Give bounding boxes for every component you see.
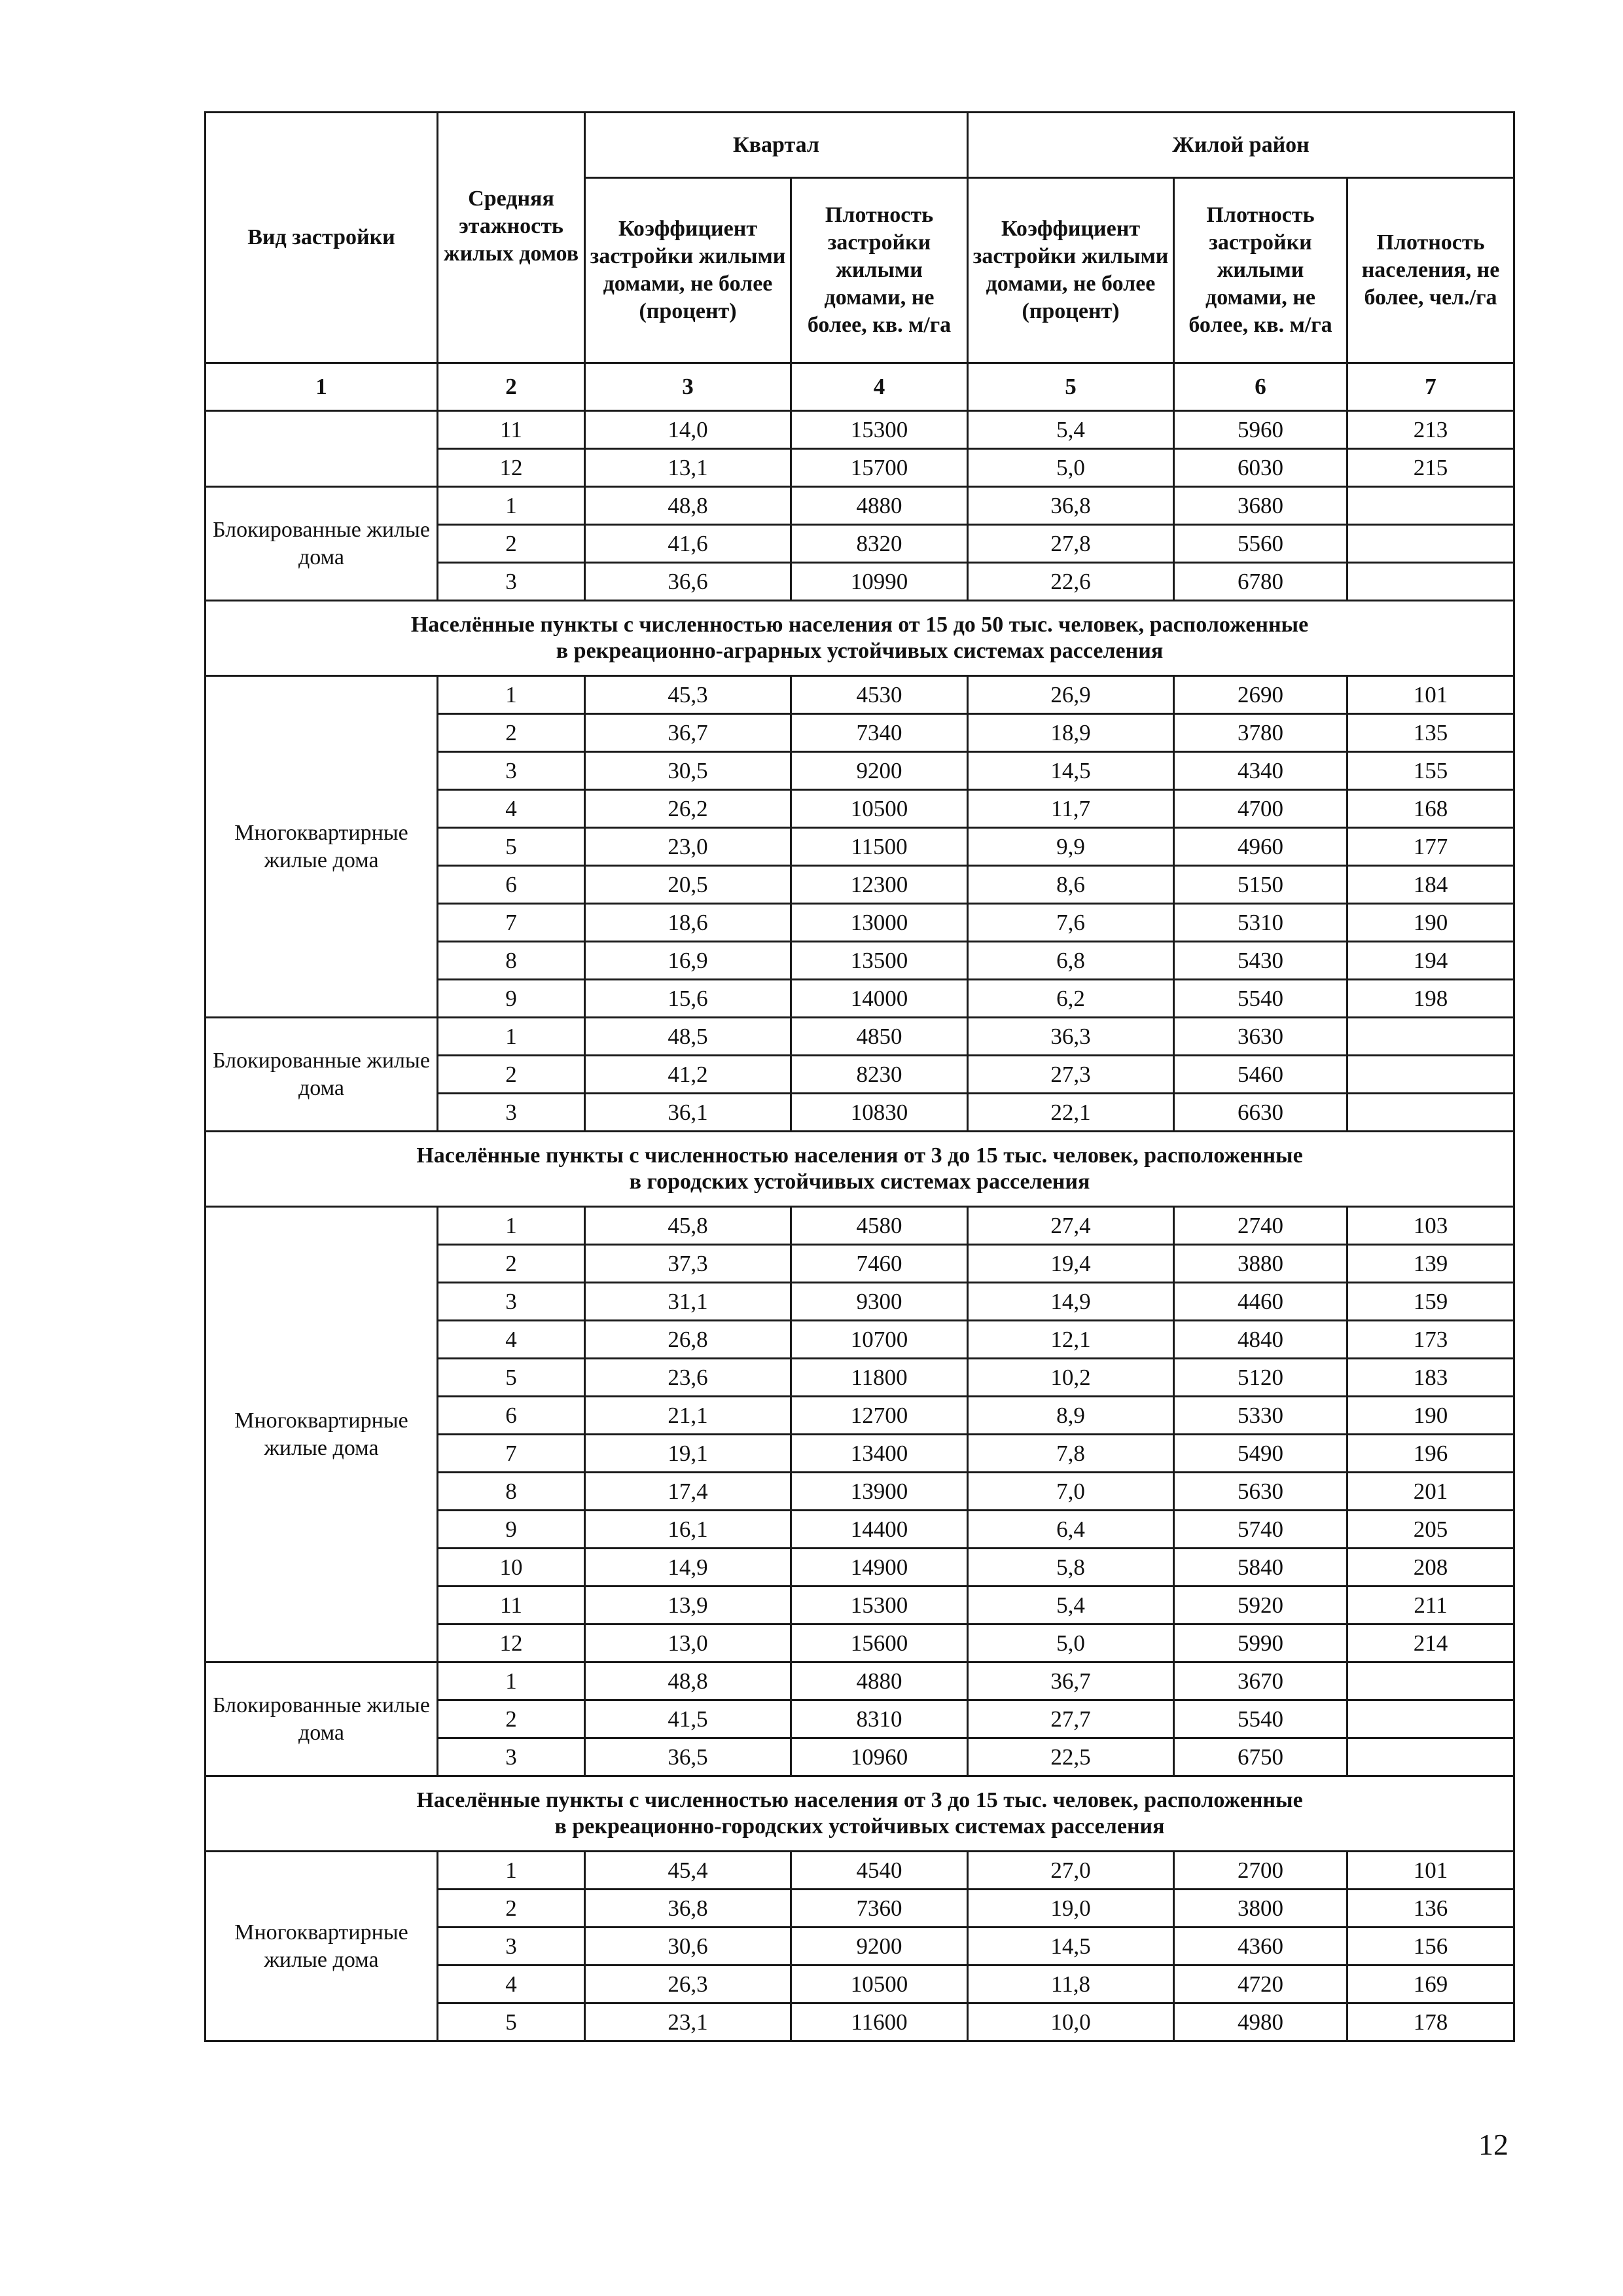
rayon-coef-cell: 10,0 bbox=[968, 2003, 1174, 2041]
population-cell: 184 bbox=[1347, 866, 1514, 904]
floors-cell: 4 bbox=[438, 1965, 585, 2003]
population-cell: 156 bbox=[1347, 1928, 1514, 1965]
kvartal-density-cell: 4540 bbox=[791, 1852, 968, 1890]
header-kvartal: Квартал bbox=[585, 113, 968, 178]
kvartal-coef-cell: 18,6 bbox=[585, 904, 791, 942]
kvartal-density-cell: 8310 bbox=[791, 1700, 968, 1738]
rayon-density-cell: 3800 bbox=[1174, 1890, 1347, 1928]
kvartal-density-cell: 13000 bbox=[791, 904, 968, 942]
rayon-coef-cell: 22,1 bbox=[968, 1094, 1174, 1132]
population-cell: 103 bbox=[1347, 1207, 1514, 1245]
table-row bbox=[205, 487, 1514, 525]
header-rayon-population: Плотность населения, не более, чел./га bbox=[1347, 178, 1514, 363]
population-cell: 190 bbox=[1347, 1397, 1514, 1435]
kvartal-density-cell: 14400 bbox=[791, 1511, 968, 1549]
kvartal-density-cell: 8230 bbox=[791, 1056, 968, 1094]
kvartal-coef-cell: 45,4 bbox=[585, 1852, 791, 1890]
population-cell: 135 bbox=[1347, 714, 1514, 752]
rayon-density-cell: 5990 bbox=[1174, 1624, 1347, 1662]
kvartal-density-cell: 12300 bbox=[791, 866, 968, 904]
header-rayon-coef: Коэффициент застройки жилыми домами, не более (процент) bbox=[968, 178, 1174, 363]
kvartal-density-cell: 15700 bbox=[791, 449, 968, 487]
population-cell: 201 bbox=[1347, 1473, 1514, 1511]
rayon-coef-cell: 9,9 bbox=[968, 828, 1174, 866]
kvartal-coef-cell: 23,0 bbox=[585, 828, 791, 866]
population-cell: 159 bbox=[1347, 1283, 1514, 1321]
rayon-coef-cell: 19,0 bbox=[968, 1890, 1174, 1928]
floors-cell: 5 bbox=[438, 2003, 585, 2041]
kvartal-density-cell: 11500 bbox=[791, 828, 968, 866]
type-cell: Многоквартирные жилые дома bbox=[205, 676, 438, 1018]
kvartal-coef-cell: 36,6 bbox=[585, 563, 791, 601]
rayon-density-cell: 5120 bbox=[1174, 1359, 1347, 1397]
section-title-line: в рекреационно-аграрных устойчивых системах расселения bbox=[556, 639, 1164, 663]
kvartal-density-cell: 15300 bbox=[791, 1587, 968, 1624]
section-title-line: в городских устойчивых системах расселения bbox=[629, 1170, 1090, 1194]
rayon-coef-cell: 7,8 bbox=[968, 1435, 1174, 1473]
population-cell: 213 bbox=[1347, 411, 1514, 449]
rayon-density-cell: 4360 bbox=[1174, 1928, 1347, 1965]
floors-cell: 1 bbox=[438, 1018, 585, 1056]
population-cell: 194 bbox=[1347, 942, 1514, 980]
floors-cell: 10 bbox=[438, 1549, 585, 1587]
section-header-row bbox=[205, 601, 1514, 676]
rayon-density-cell: 5630 bbox=[1174, 1473, 1347, 1511]
population-cell: 198 bbox=[1347, 980, 1514, 1018]
col-number: 4 bbox=[791, 363, 968, 411]
rayon-coef-cell: 36,8 bbox=[968, 487, 1174, 525]
kvartal-density-cell: 4880 bbox=[791, 487, 968, 525]
population-cell: 155 bbox=[1347, 752, 1514, 790]
population-cell bbox=[1347, 487, 1514, 525]
kvartal-coef-cell: 14,9 bbox=[585, 1549, 791, 1587]
section-title bbox=[205, 601, 1514, 676]
kvartal-density-cell: 8320 bbox=[791, 525, 968, 563]
type-cell: Блокированные жилые дома bbox=[205, 487, 438, 601]
table-row bbox=[205, 1018, 1514, 1056]
density-table bbox=[204, 111, 1515, 2042]
kvartal-coef-cell: 36,5 bbox=[585, 1738, 791, 1776]
rayon-density-cell: 3780 bbox=[1174, 714, 1347, 752]
population-cell bbox=[1347, 1094, 1514, 1132]
header-kvartal-coef: Коэффициент застройки жилыми домами, не более (процент) bbox=[585, 178, 791, 363]
rayon-density-cell: 5540 bbox=[1174, 980, 1347, 1018]
kvartal-density-cell: 9200 bbox=[791, 752, 968, 790]
rayon-density-cell: 3680 bbox=[1174, 487, 1347, 525]
kvartal-coef-cell: 20,5 bbox=[585, 866, 791, 904]
kvartal-density-cell: 10830 bbox=[791, 1094, 968, 1132]
kvartal-coef-cell: 21,1 bbox=[585, 1397, 791, 1435]
floors-cell: 12 bbox=[438, 449, 585, 487]
floors-cell: 3 bbox=[438, 752, 585, 790]
kvartal-coef-cell: 45,8 bbox=[585, 1207, 791, 1245]
kvartal-density-cell: 15300 bbox=[791, 411, 968, 449]
rayon-density-cell: 5430 bbox=[1174, 942, 1347, 980]
rayon-density-cell: 5150 bbox=[1174, 866, 1347, 904]
kvartal-density-cell: 10500 bbox=[791, 790, 968, 828]
col-number: 1 bbox=[205, 363, 438, 411]
kvartal-density-cell: 15600 bbox=[791, 1624, 968, 1662]
kvartal-coef-cell: 36,7 bbox=[585, 714, 791, 752]
kvartal-density-cell: 10990 bbox=[791, 563, 968, 601]
kvartal-density-cell: 10500 bbox=[791, 1965, 968, 2003]
section-header-row bbox=[205, 1132, 1514, 1207]
population-cell bbox=[1347, 1662, 1514, 1700]
population-cell: 178 bbox=[1347, 2003, 1514, 2041]
population-cell bbox=[1347, 525, 1514, 563]
table-row bbox=[205, 411, 1514, 449]
header-kvartal-density: Плотность застройки жилыми домами, не более, кв. м/га bbox=[791, 178, 968, 363]
kvartal-density-cell: 12700 bbox=[791, 1397, 968, 1435]
table-body bbox=[205, 363, 1514, 2041]
population-cell: 101 bbox=[1347, 676, 1514, 714]
rayon-coef-cell: 14,5 bbox=[968, 1928, 1174, 1965]
floors-cell: 2 bbox=[438, 714, 585, 752]
rayon-coef-cell: 14,5 bbox=[968, 752, 1174, 790]
kvartal-density-cell: 7360 bbox=[791, 1890, 968, 1928]
rayon-density-cell: 5960 bbox=[1174, 411, 1347, 449]
floors-cell: 2 bbox=[438, 1056, 585, 1094]
rayon-coef-cell: 14,9 bbox=[968, 1283, 1174, 1321]
rayon-density-cell: 2690 bbox=[1174, 676, 1347, 714]
population-cell bbox=[1347, 1700, 1514, 1738]
section-title-line: Населённые пункты с численностью населения от 3 до 15 тыс. человек, расположенные bbox=[416, 1143, 1303, 1168]
floors-cell: 1 bbox=[438, 487, 585, 525]
floors-cell: 6 bbox=[438, 1397, 585, 1435]
section-title-line: Населённые пункты с численностью населения от 3 до 15 тыс. человек, расположенные bbox=[416, 1788, 1303, 1812]
col-number: 2 bbox=[438, 363, 585, 411]
kvartal-coef-cell: 41,6 bbox=[585, 525, 791, 563]
floors-cell: 12 bbox=[438, 1624, 585, 1662]
floors-cell: 5 bbox=[438, 1359, 585, 1397]
rayon-coef-cell: 27,0 bbox=[968, 1852, 1174, 1890]
rayon-coef-cell: 36,3 bbox=[968, 1018, 1174, 1056]
floors-cell: 3 bbox=[438, 563, 585, 601]
col-number: 7 bbox=[1347, 363, 1514, 411]
population-cell: 136 bbox=[1347, 1890, 1514, 1928]
rayon-density-cell: 5840 bbox=[1174, 1549, 1347, 1587]
kvartal-coef-cell: 13,9 bbox=[585, 1587, 791, 1624]
population-cell: 215 bbox=[1347, 449, 1514, 487]
floors-cell: 3 bbox=[438, 1094, 585, 1132]
header-floors: Средняя этажность жилых домов bbox=[438, 113, 585, 363]
kvartal-coef-cell: 48,8 bbox=[585, 1662, 791, 1700]
population-cell bbox=[1347, 1056, 1514, 1094]
type-cell: Многоквартирные жилые дома bbox=[205, 1207, 438, 1662]
rayon-density-cell: 3670 bbox=[1174, 1662, 1347, 1700]
floors-cell: 9 bbox=[438, 1511, 585, 1549]
rayon-density-cell: 5490 bbox=[1174, 1435, 1347, 1473]
floors-cell: 2 bbox=[438, 1700, 585, 1738]
rayon-coef-cell: 5,8 bbox=[968, 1549, 1174, 1587]
type-cell: Многоквартирные жилые дома bbox=[205, 1852, 438, 2041]
population-cell: 101 bbox=[1347, 1852, 1514, 1890]
rayon-density-cell: 4700 bbox=[1174, 790, 1347, 828]
kvartal-coef-cell: 41,5 bbox=[585, 1700, 791, 1738]
floors-cell: 7 bbox=[438, 1435, 585, 1473]
population-cell: 169 bbox=[1347, 1965, 1514, 2003]
floors-cell: 3 bbox=[438, 1283, 585, 1321]
kvartal-density-cell: 10960 bbox=[791, 1738, 968, 1776]
rayon-coef-cell: 11,7 bbox=[968, 790, 1174, 828]
rayon-density-cell: 5740 bbox=[1174, 1511, 1347, 1549]
rayon-density-cell: 4840 bbox=[1174, 1321, 1347, 1359]
col-number: 3 bbox=[585, 363, 791, 411]
kvartal-density-cell: 4850 bbox=[791, 1018, 968, 1056]
rayon-coef-cell: 8,6 bbox=[968, 866, 1174, 904]
kvartal-density-cell: 14900 bbox=[791, 1549, 968, 1587]
floors-cell: 1 bbox=[438, 1662, 585, 1700]
floors-cell: 7 bbox=[438, 904, 585, 942]
rayon-coef-cell: 8,9 bbox=[968, 1397, 1174, 1435]
kvartal-coef-cell: 23,6 bbox=[585, 1359, 791, 1397]
table-row bbox=[205, 1662, 1514, 1700]
type-cell: Блокированные жилые дома bbox=[205, 1018, 438, 1132]
section-title-line: в рекреационно-городских устойчивых системах расселения bbox=[554, 1814, 1165, 1839]
rayon-coef-cell: 7,0 bbox=[968, 1473, 1174, 1511]
header-rayon: Жилой район bbox=[968, 113, 1514, 178]
floors-cell: 11 bbox=[438, 1587, 585, 1624]
table-row bbox=[205, 1852, 1514, 1890]
kvartal-coef-cell: 48,8 bbox=[585, 487, 791, 525]
rayon-coef-cell: 11,8 bbox=[968, 1965, 1174, 2003]
population-cell: 208 bbox=[1347, 1549, 1514, 1587]
floors-cell: 9 bbox=[438, 980, 585, 1018]
kvartal-coef-cell: 36,8 bbox=[585, 1890, 791, 1928]
kvartal-coef-cell: 23,1 bbox=[585, 2003, 791, 2041]
rayon-coef-cell: 27,7 bbox=[968, 1700, 1174, 1738]
rayon-coef-cell: 12,1 bbox=[968, 1321, 1174, 1359]
floors-cell: 11 bbox=[438, 411, 585, 449]
population-cell: 214 bbox=[1347, 1624, 1514, 1662]
kvartal-coef-cell: 30,5 bbox=[585, 752, 791, 790]
rayon-coef-cell: 18,9 bbox=[968, 714, 1174, 752]
rayon-coef-cell: 26,9 bbox=[968, 676, 1174, 714]
rayon-density-cell: 2700 bbox=[1174, 1852, 1347, 1890]
kvartal-density-cell: 13900 bbox=[791, 1473, 968, 1511]
rayon-density-cell: 2740 bbox=[1174, 1207, 1347, 1245]
rayon-coef-cell: 22,6 bbox=[968, 563, 1174, 601]
kvartal-coef-cell: 26,8 bbox=[585, 1321, 791, 1359]
floors-cell: 4 bbox=[438, 790, 585, 828]
population-cell: 168 bbox=[1347, 790, 1514, 828]
type-cell: Блокированные жилые дома bbox=[205, 1662, 438, 1776]
population-cell: 211 bbox=[1347, 1587, 1514, 1624]
kvartal-coef-cell: 16,9 bbox=[585, 942, 791, 980]
floors-cell: 1 bbox=[438, 1207, 585, 1245]
kvartal-density-cell: 7340 bbox=[791, 714, 968, 752]
kvartal-density-cell: 14000 bbox=[791, 980, 968, 1018]
section-title bbox=[205, 1776, 1514, 1852]
table-row bbox=[205, 676, 1514, 714]
population-cell bbox=[1347, 1018, 1514, 1056]
section-header-row bbox=[205, 1776, 1514, 1852]
rayon-coef-cell: 10,2 bbox=[968, 1359, 1174, 1397]
kvartal-coef-cell: 26,3 bbox=[585, 1965, 791, 2003]
population-cell: 183 bbox=[1347, 1359, 1514, 1397]
floors-cell: 8 bbox=[438, 1473, 585, 1511]
kvartal-density-cell: 4530 bbox=[791, 676, 968, 714]
kvartal-coef-cell: 45,3 bbox=[585, 676, 791, 714]
rayon-density-cell: 5560 bbox=[1174, 525, 1347, 563]
floors-cell: 6 bbox=[438, 866, 585, 904]
population-cell: 139 bbox=[1347, 1245, 1514, 1283]
kvartal-density-cell: 11600 bbox=[791, 2003, 968, 2041]
kvartal-density-cell: 13400 bbox=[791, 1435, 968, 1473]
floors-cell: 3 bbox=[438, 1738, 585, 1776]
rayon-coef-cell: 7,6 bbox=[968, 904, 1174, 942]
rayon-density-cell: 3630 bbox=[1174, 1018, 1347, 1056]
kvartal-density-cell: 10700 bbox=[791, 1321, 968, 1359]
page-number: 12 bbox=[1478, 2128, 1508, 2161]
rayon-density-cell: 6030 bbox=[1174, 449, 1347, 487]
population-cell: 205 bbox=[1347, 1511, 1514, 1549]
rayon-density-cell: 3880 bbox=[1174, 1245, 1347, 1283]
table-row bbox=[205, 1207, 1514, 1245]
kvartal-coef-cell: 17,4 bbox=[585, 1473, 791, 1511]
population-cell: 173 bbox=[1347, 1321, 1514, 1359]
rayon-density-cell: 4960 bbox=[1174, 828, 1347, 866]
rayon-density-cell: 5460 bbox=[1174, 1056, 1347, 1094]
type-cell bbox=[205, 411, 438, 487]
kvartal-coef-cell: 19,1 bbox=[585, 1435, 791, 1473]
rayon-density-cell: 5310 bbox=[1174, 904, 1347, 942]
kvartal-coef-cell: 48,5 bbox=[585, 1018, 791, 1056]
kvartal-coef-cell: 13,0 bbox=[585, 1624, 791, 1662]
population-cell bbox=[1347, 563, 1514, 601]
rayon-coef-cell: 6,2 bbox=[968, 980, 1174, 1018]
floors-cell: 5 bbox=[438, 828, 585, 866]
kvartal-density-cell: 9300 bbox=[791, 1283, 968, 1321]
kvartal-coef-cell: 13,1 bbox=[585, 449, 791, 487]
kvartal-coef-cell: 30,6 bbox=[585, 1928, 791, 1965]
rayon-coef-cell: 5,4 bbox=[968, 411, 1174, 449]
rayon-coef-cell: 6,8 bbox=[968, 942, 1174, 980]
floors-cell: 1 bbox=[438, 1852, 585, 1890]
rayon-coef-cell: 22,5 bbox=[968, 1738, 1174, 1776]
floors-cell: 1 bbox=[438, 676, 585, 714]
floors-cell: 3 bbox=[438, 1928, 585, 1965]
kvartal-coef-cell: 16,1 bbox=[585, 1511, 791, 1549]
rayon-density-cell: 6780 bbox=[1174, 563, 1347, 601]
header-vid: Вид застройки bbox=[205, 113, 438, 363]
rayon-density-cell: 5920 bbox=[1174, 1587, 1347, 1624]
kvartal-coef-cell: 26,2 bbox=[585, 790, 791, 828]
rayon-density-cell: 6630 bbox=[1174, 1094, 1347, 1132]
kvartal-density-cell: 9200 bbox=[791, 1928, 968, 1965]
col-number: 6 bbox=[1174, 363, 1347, 411]
rayon-coef-cell: 5,0 bbox=[968, 449, 1174, 487]
floors-cell: 4 bbox=[438, 1321, 585, 1359]
header-rayon-density: Плотность застройки жилыми домами, не более, кв. м/га bbox=[1174, 178, 1347, 363]
rayon-density-cell: 4340 bbox=[1174, 752, 1347, 790]
kvartal-density-cell: 4880 bbox=[791, 1662, 968, 1700]
kvartal-coef-cell: 31,1 bbox=[585, 1283, 791, 1321]
kvartal-density-cell: 7460 bbox=[791, 1245, 968, 1283]
floors-cell: 2 bbox=[438, 1890, 585, 1928]
rayon-density-cell: 4720 bbox=[1174, 1965, 1347, 2003]
population-cell: 190 bbox=[1347, 904, 1514, 942]
population-cell: 177 bbox=[1347, 828, 1514, 866]
rayon-density-cell: 5540 bbox=[1174, 1700, 1347, 1738]
population-cell bbox=[1347, 1738, 1514, 1776]
floors-cell: 2 bbox=[438, 1245, 585, 1283]
kvartal-coef-cell: 36,1 bbox=[585, 1094, 791, 1132]
rayon-coef-cell: 27,3 bbox=[968, 1056, 1174, 1094]
rayon-coef-cell: 5,4 bbox=[968, 1587, 1174, 1624]
rayon-coef-cell: 27,8 bbox=[968, 525, 1174, 563]
floors-cell: 8 bbox=[438, 942, 585, 980]
kvartal-coef-cell: 15,6 bbox=[585, 980, 791, 1018]
column-numbers-row bbox=[205, 363, 1514, 411]
kvartal-coef-cell: 37,3 bbox=[585, 1245, 791, 1283]
kvartal-density-cell: 13500 bbox=[791, 942, 968, 980]
section-title-line: Населённые пункты с численностью населения от 15 до 50 тыс. человек, расположенные bbox=[410, 613, 1309, 637]
population-cell: 196 bbox=[1347, 1435, 1514, 1473]
rayon-coef-cell: 27,4 bbox=[968, 1207, 1174, 1245]
rayon-density-cell: 6750 bbox=[1174, 1738, 1347, 1776]
kvartal-coef-cell: 14,0 bbox=[585, 411, 791, 449]
rayon-coef-cell: 5,0 bbox=[968, 1624, 1174, 1662]
rayon-coef-cell: 6,4 bbox=[968, 1511, 1174, 1549]
kvartal-density-cell: 4580 bbox=[791, 1207, 968, 1245]
kvartal-density-cell: 11800 bbox=[791, 1359, 968, 1397]
rayon-coef-cell: 19,4 bbox=[968, 1245, 1174, 1283]
rayon-density-cell: 5330 bbox=[1174, 1397, 1347, 1435]
rayon-density-cell: 4460 bbox=[1174, 1283, 1347, 1321]
kvartal-coef-cell: 41,2 bbox=[585, 1056, 791, 1094]
rayon-coef-cell: 36,7 bbox=[968, 1662, 1174, 1700]
rayon-density-cell: 4980 bbox=[1174, 2003, 1347, 2041]
section-title bbox=[205, 1132, 1514, 1207]
floors-cell: 2 bbox=[438, 525, 585, 563]
col-number: 5 bbox=[968, 363, 1174, 411]
